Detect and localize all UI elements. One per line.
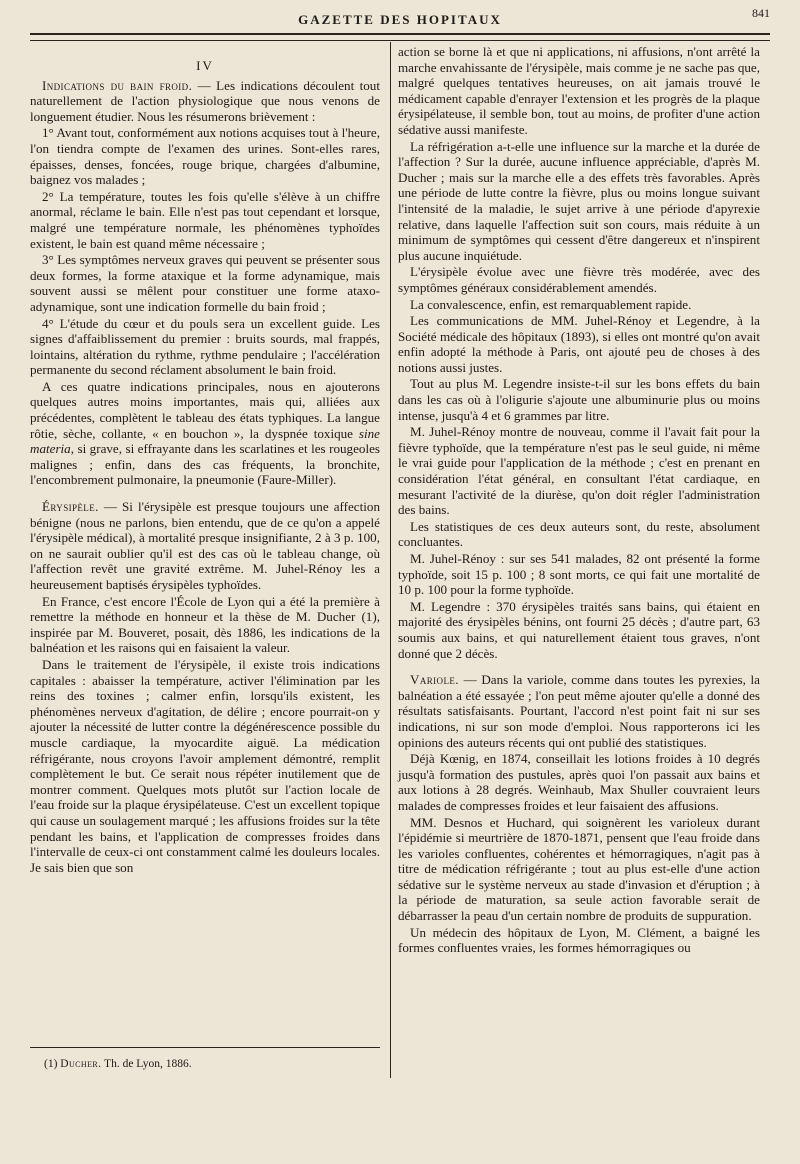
header-rule-thin (30, 40, 770, 41)
paragraph: La réfrigération a-t-elle une influence sur la marche et la durée de l'affection ? Sur la durée, aucune influence appréciable, d'après M. Ducher ; mais sur la marche elle a des effets très favorables. Après une période de lutte contre la fièvre, plus ou moins longue suivant l'intensité de la maladie, le sujet arrive à une période d'apyrexie relative, dans laquelle l'affection suit son cours, mais réduite à un minimum de symptômes qui cessent d'être dangereux et n'inspirent plus aucune inquiétude. (398, 138, 760, 263)
erysipelas-paragraph-3: Dans le traitement de l'érysipèle, il existe trois indications capitales : abaisser la température, activer l'élimination par les reins des toxines ; calmer enfin, lorsqu'ils existent, les phénomènes nerveux d'agitation, de délire ; encore pourrait-on y ajouter la nécessité de lutter contre la dégénérescence possible du muscle cardiaque, la myocardite aiguë. La médication réfrigérante, nous croyons l'avoir amplement démontré, remplit complètement le but. Ce serait nous répéter inutilement que de montrer comment. Quelques mots plutôt sur l'action locale de l'eau froide sur la plaque érysipélateuse. C'est un excellent topique qui cause un soulagement marqué ; les affusions froides sur la tête pendant les bains, et l'application de compresses froides dans l'intervalle de ceux-ci ont constamment calmé les douleurs locales. Je sais bien que son (30, 656, 380, 875)
column-divider (390, 42, 391, 1078)
variola-paragraph-3: MM. Desnos et Huchard, qui soignèrent les varioleux durant l'épidémie si meurtrière de 1870-1871, pensent que l'eau froide dans les varioles confluentes, cohérentes et hémorragiques, n'agit pas à titre de médication réfrigérante ; tout au plus est-elle d'une action sédative sur le système nerveux au stade d'invasion et d'éruption ; à la période de maturation, sa seule action favorable serait de débarrasser la peau d'un certain nombre de produits de suppuration. (398, 814, 760, 924)
erysipelas-paragraph-2: En France, c'est encore l'École de Lyon qui a été la première à remettre la méthode en honneur et la thèse de M. Ducher (1), inspirée par M. Bouveret, posait, dès 1886, les indications de la balnéation et les raisons qui en faisaient la valeur. (30, 593, 380, 656)
variola-paragraph-4: Un médecin des hôpitaux de Lyon, M. Clément, a baigné les formes confluentes vraies, les formes hémorragiques ou (398, 924, 760, 956)
additional-indications-paragraph: A ces quatre indications principales, nous en ajouterons quelques autres moins importantes, mais qui, alliées aux précédentes, complètent le tableau des états typhiques. La langue rôtie, sèche, collante, « en bouchon », la dyspnée toxique sine materia, si grave, si effrayante dans les scarlatines et les rougeoles malignes ; enfin, dans des cas fréquents, la bronchite, l'encombrement pulmonaire, la pneumonie (Faure-Miller). (30, 378, 380, 488)
paragraph-continuation: action se borne là et que ni applications, ni affusions, n'ont arrêté la marche envahissante de l'érysipèle, mais comme je ne sache pas que, malgré quelques tentatives heureuses, on ait jamais trouvé le médicament capable d'enrayer l'extension et les progrès de la plaque érysipélateuse, il semble bon, tout au moins, de profiter d'une action sédative aussi manifeste. (398, 44, 760, 137)
footnote: (1) Ducher. Th. de Lyon, 1886. (44, 1058, 192, 1070)
footnote-rule (30, 1047, 380, 1048)
indications-heading: Indications du bain froid. (42, 77, 193, 93)
latin-phrase: sine materia (30, 425, 380, 457)
header-rule-thick (30, 33, 770, 35)
variola-paragraph-1: Variole. — Dans la variole, comme dans toutes les pyrexies, la balnéation a été essayée ; l'on peut même ajouter qu'elle a donné des résultats satisfaisants. Pourtant, l'accord n'est point fait ni sur ses indications, ni sur son mode d'emploi. Nous rapporterons ici les opinions des auteurs récents qui ont publié des statistiques. (398, 672, 760, 750)
indication-item-2: 2° La température, toutes les fois qu'elle s'élève à un chiffre anormal, réclame le bain. Elle n'est pas tout cependant et lorsque, malgré une température normale, les phénomènes typhoïdes existent, le bain est quand même nécessaire ; (30, 188, 380, 251)
indication-item-3: 3° Les symptômes nerveux graves qui peuvent se présenter sous deux formes, la forme ataxique et la forme adynamique, mais souvent aussi se mêlent pour constituer une forme ataxo-adynamique, sont une indication formelle du bain froid ; (30, 252, 380, 314)
right-column (398, 44, 760, 957)
erysipelas-heading: Érysipèle. (42, 499, 99, 515)
footnote-author: Ducher. (60, 1058, 102, 1070)
paragraph: Les communications de MM. Juhel-Rénoy et Legendre, à la Société médicale des hôpitaux (1893), si elles ont montré qu'on avait enfin adopté la méthode à Paris, ont ajouté peu de choses à des notions aussi justes. (398, 313, 760, 375)
paragraph: L'érysipèle évolue avec une fièvre très modérée, avec des symptômes généraux considérablement amendés. (398, 264, 760, 295)
paragraph: M. Juhel-Rénoy montre de nouveau, comme il l'avait fait pour la fièvre typhoïde, que la température n'est pas le seul guide, ni même le vrai guide pour l'application de la méthode ; c'est en prenant en considération l'état général, en consultant l'état cardiaque, en mesurant l'activité de la diurèse, qu'on doit régler l'administration des bains. (398, 424, 760, 518)
left-column (30, 48, 380, 876)
section-numeral: IV (196, 58, 214, 73)
paragraph: Tout au plus M. Legendre insiste-t-il sur les bons effets du bain dans les cas où à l'oligurie s'ajoute une albuminurie plus ou moins intense, jusqu'à 4 et 6 grammes par litre. (398, 376, 760, 423)
indication-item-1: 1° Avant tout, conformément aux notions acquises tout à l'heure, l'on tiendra compte de l'examen des urines. Sont-elles rares, épaisses, denses, foncées, rouge brique, chargées d'albumine, baignez vos malades ; (30, 125, 380, 188)
paragraph: La convalescence, enfin, est remarquablement rapide. (410, 296, 692, 312)
footnote-reference: (1) (361, 609, 377, 625)
variola-heading: Variole. (410, 672, 459, 688)
running-title: GAZETTE DES HOPITAUX (298, 12, 502, 27)
page-header (30, 6, 770, 42)
paragraph: Les statistiques de ces deux auteurs sont, du reste, absolument concluantes. (398, 518, 760, 550)
paragraph: M. Juhel-Rénoy : sur ses 541 malades, 82 ont présenté la forme typhoïde, soit 15 p. 100 ; 8 sont morts, ce qui fait une mortalité de 10 p. 100 pour la forme typhoïde. (398, 551, 760, 598)
indication-item-4: 4° L'étude du cœur et du pouls sera un excellent guide. Les signes d'affaiblissement du premier : bruits sourds, mal frappés, lointains, altération du rythme, rythme pendulaire ; l'accélération permanente du second réclament absolument le bain froid. (30, 315, 380, 378)
paragraph: M. Legendre : 370 érysipèles traités sans bains, qui étaient en majorité des érysipèles bénins, ont fourni 25 décès ; d'autre part, 63 soumis aux bains, et qui naturellement étaient tous graves, n'ont donné que 2 décès. (398, 598, 760, 661)
indications-paragraph (30, 78, 380, 125)
erysipelas-paragraph-1: Érysipèle. — Si l'érysipèle est presque toujours une affection bénigne (nous ne parlons, bien entendu, que de ce qu'on a appelé l'érysipèle médical), à mortalité presque insignifiante, 2 à 3 p. 100, on ne saurait oublier qu'il est des cas où le tableau change, où l'affection revêt une gravité extrême. M. Juhel-Rénoy les a heureusement baptisés érysipèles typhoïdes. (30, 499, 380, 592)
variola-paragraph-2: Déjà Kœnig, en 1874, conseillait les lotions froides à 10 degrés jusqu'à formation des pustules, après quoi l'on passait aux bains et aux lotions à 28 degrés. Weinhaub, Max Shuller couvraient leurs malades de compresses froides et leur faisaient des affusions. (398, 751, 760, 813)
page-number: 841 (752, 6, 770, 20)
indications-intro: — Les indications découlent tout naturellement de l'action physiologique que nous venons de longuement étudier. Nous les résumerons brièvement : (30, 77, 380, 124)
